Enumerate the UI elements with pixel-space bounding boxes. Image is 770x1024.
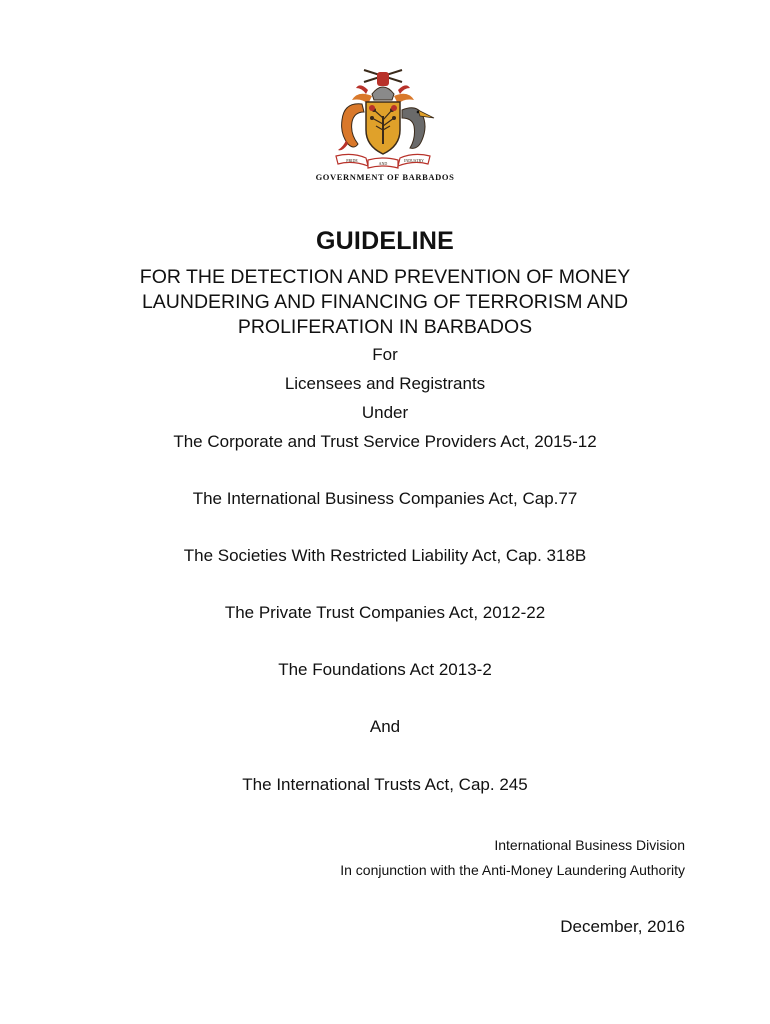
- and-text: And: [369, 717, 401, 736]
- for-text: For: [372, 345, 398, 364]
- motto-word-2: AND: [378, 161, 388, 166]
- barbados-coat-of-arms-icon: [322, 60, 444, 172]
- subtitle-line: FOR THE DETECTION AND PREVENTION OF MONEY: [139, 266, 631, 288]
- audience-text: Licensees and Registrants: [284, 374, 486, 393]
- document-subtitle: [0, 265, 770, 340]
- motto-word-1: PRIDE: [346, 158, 358, 163]
- act-item: The Private Trust Companies Act, 2012-22: [224, 603, 546, 622]
- subtitle-line: PROLIFERATION IN BARBADOS: [237, 316, 533, 338]
- act-item-last: The International Trusts Act, Cap. 245: [242, 775, 528, 794]
- act-item: The Societies With Restricted Liability Act, Cap. 318B: [183, 546, 587, 565]
- act-item: The Corporate and Trust Service Providers Act, 2015-12: [173, 432, 597, 451]
- document-title: GUIDELINE: [316, 227, 454, 255]
- act-item: The International Business Companies Act, Cap.77: [192, 489, 578, 508]
- issuer-division: International Business Division: [494, 837, 685, 853]
- motto-word-3: INDUSTRY: [403, 158, 425, 163]
- under-text: Under: [361, 403, 409, 422]
- government-label: GOVERNMENT OF BARBADOS: [315, 172, 455, 182]
- act-item: The Foundations Act 2013-2: [278, 660, 492, 679]
- issuer-conjunction: In conjunction with the Anti-Money Laundering Authority: [340, 862, 685, 878]
- subtitle-line: LAUNDERING AND FINANCING OF TERRORISM AND: [141, 291, 629, 313]
- document-date: December, 2016: [560, 917, 685, 936]
